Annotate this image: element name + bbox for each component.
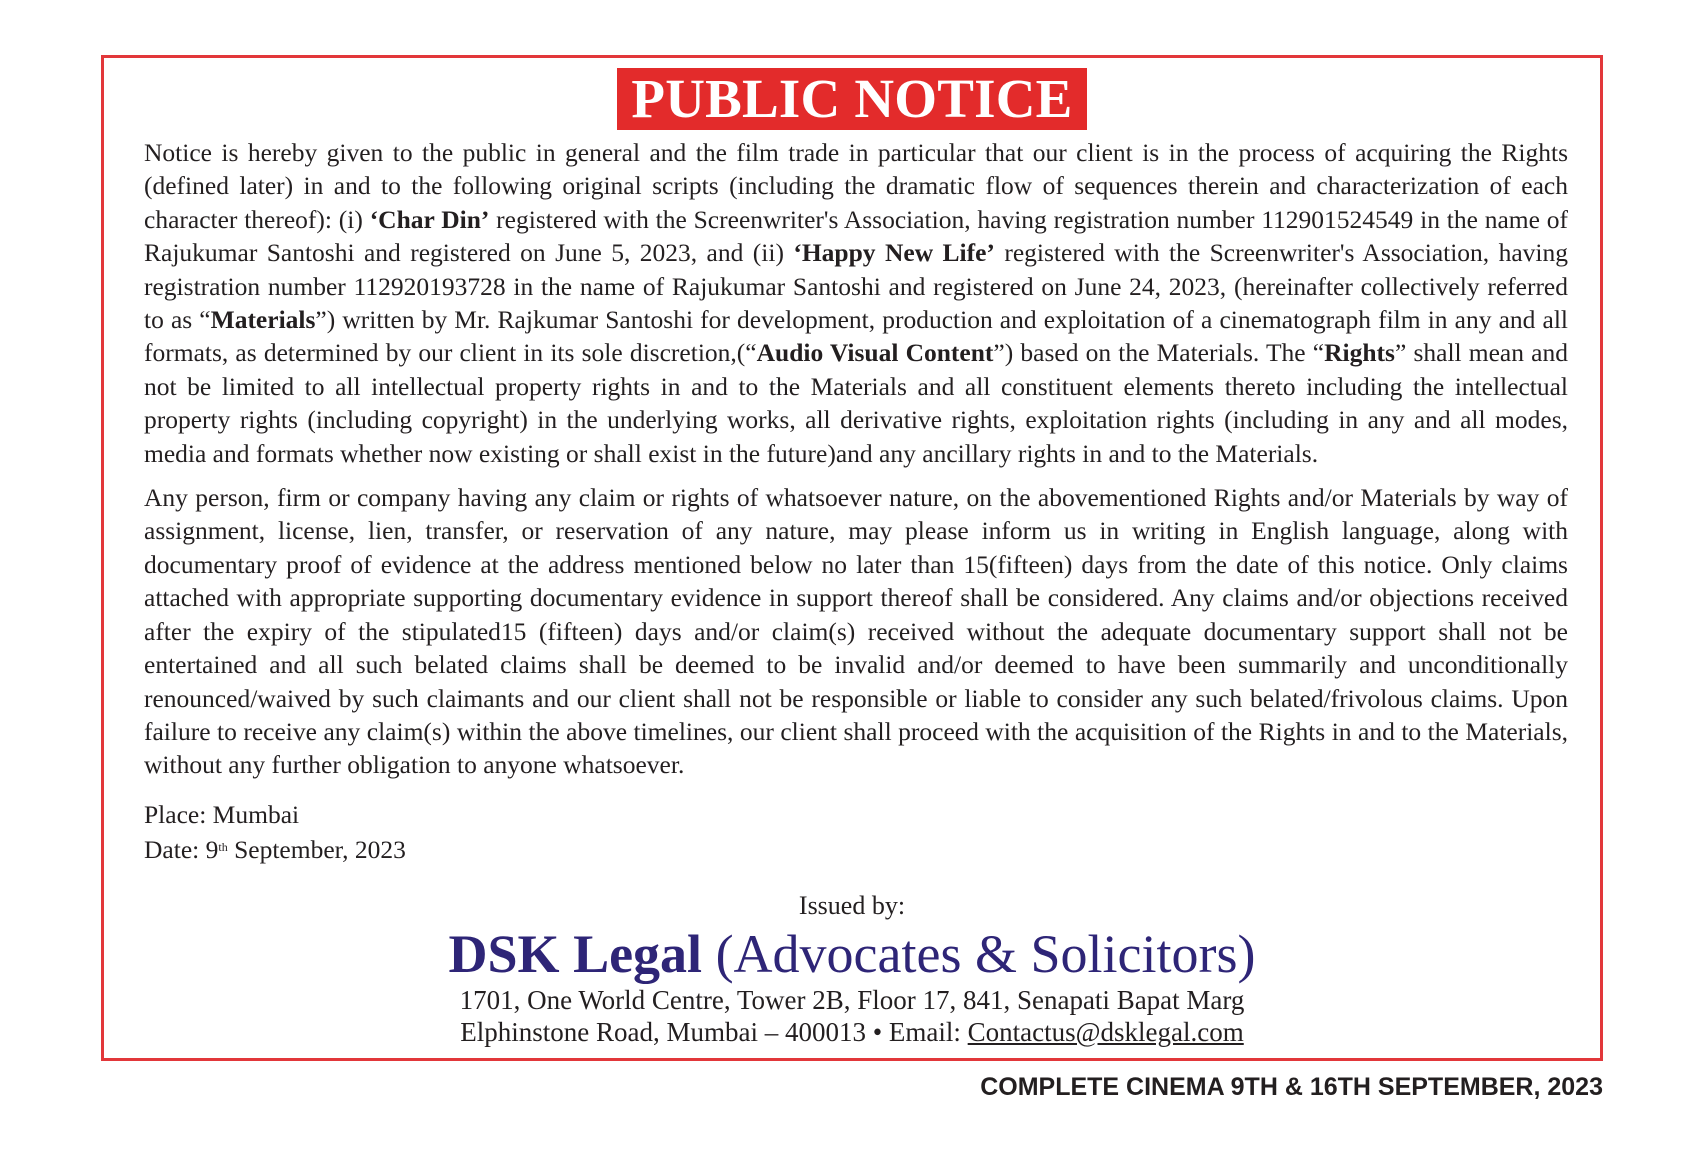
term-materials: Materials	[210, 305, 316, 335]
p1-text-6: ” shall mean and not be limited to all intellectual property rights in and to the Materials and all constituent elements thereto including the intellectual property rights (including copyright) in the underlying works, all derivative rights, exploitation rights (including in any and all modes, media and formats whether now existing or shall exist in the future)and any ancillary rights in and to the Materials.	[144, 338, 1568, 468]
script-title-char-din: ‘Char Din’	[369, 204, 490, 234]
p1-text-3: registered with the Screenwriter's Association, having registration number 112920193728 in the name of Rajukumar Santoshi and registered on June 24, 2023, (hereinafter collectively referred to as “	[144, 238, 1569, 335]
p1-text-1: Notice is hereby given to the public in general and the film trade in particular that our client is in the process of acquiring the Rights (defined later) in and to the following original scripts (including the dramatic flow of sequences therein and characterization of each character thereof): (i)	[144, 138, 1568, 234]
place-line: Place: Mumbai	[144, 799, 300, 829]
notice-title: PUBLIC NOTICE	[617, 68, 1086, 130]
publication-footer: COMPLETE CINEMA 9TH & 16TH SEPTEMBER, 2023	[980, 1073, 1603, 1101]
notice-body	[144, 136, 1568, 867]
address-line-1: 1701, One World Centre, Tower 2B, Floor 17, 841, Senapati Bapat Marg	[459, 985, 1245, 1015]
firm-name: DSK Legal	[448, 924, 703, 984]
email-link[interactable]: Contactus@dsklegal.com	[967, 1017, 1244, 1047]
firm-descriptor: (Advocates & Solicitors)	[702, 924, 1256, 984]
paragraph-rights-acquisition	[144, 136, 1568, 470]
term-rights: Rights	[1324, 338, 1395, 368]
issued-by-label: Issued by:	[798, 891, 906, 920]
notice-frame	[101, 55, 1603, 1061]
p1-text-2: registered with the Screenwriter's Association, having registration number 112901524549 in the name of Rajukumar Santoshi and registered on June 5, 2023, and (ii)	[144, 204, 1568, 268]
script-title-happy-new-life: ‘Happy New Life’	[793, 238, 995, 268]
title-container	[104, 68, 1600, 130]
notice-meta	[144, 797, 1568, 867]
address-line-2-text: Elphinstone Road, Mumbai – 400013 • Email:	[460, 1017, 968, 1047]
date-rest: September, 2023	[227, 834, 406, 864]
p1-text-4: ”) written by Mr. Rajkumar Santoshi for development, production and exploitation of a cinematograph film in any and all formats, as determined by our client in its sole discretion,(“	[144, 305, 1568, 368]
date-ordinal: th	[218, 839, 228, 854]
address-line-2	[104, 1016, 1600, 1048]
term-audio-visual-content: Audio Visual Content	[756, 338, 994, 368]
p1-text-5: ”) based on the Materials. The “	[993, 338, 1325, 368]
date-prefix: Date: 9	[144, 834, 219, 864]
paragraph-claims: Any person, firm or company having any claim or rights of whatsoever nature, on the abovementioned Rights and/or Materials by way of assignment, license, lien, transfer, or reservation of any nature, may please inform us in writing in English language, along with documentary proof of evidence at the address mentioned below no later than 15(fifteen) days from the date of this notice. Only claims attached with appropriate supporting documentary evidence in support thereof shall be considered. Any claims and/or objections received after the expiry of the stipulated15 (fifteen) days and/or claim(s) received without the adequate documentary support shall not be entertained and all such belated claims shall be deemed to be invalid and/or deemed to have been summarily and unconditionally renounced/waived by such claimants and our client shall not be responsible or liable to consider any such belated/frivolous claims. Upon failure to receive any claim(s) within the above timelines, our client shall proceed with the acquisition of the Rights in and to the Materials, without any further obligation to anyone whatsoever.	[144, 483, 1568, 780]
date-line	[144, 832, 1568, 867]
firm-heading	[104, 924, 1600, 984]
